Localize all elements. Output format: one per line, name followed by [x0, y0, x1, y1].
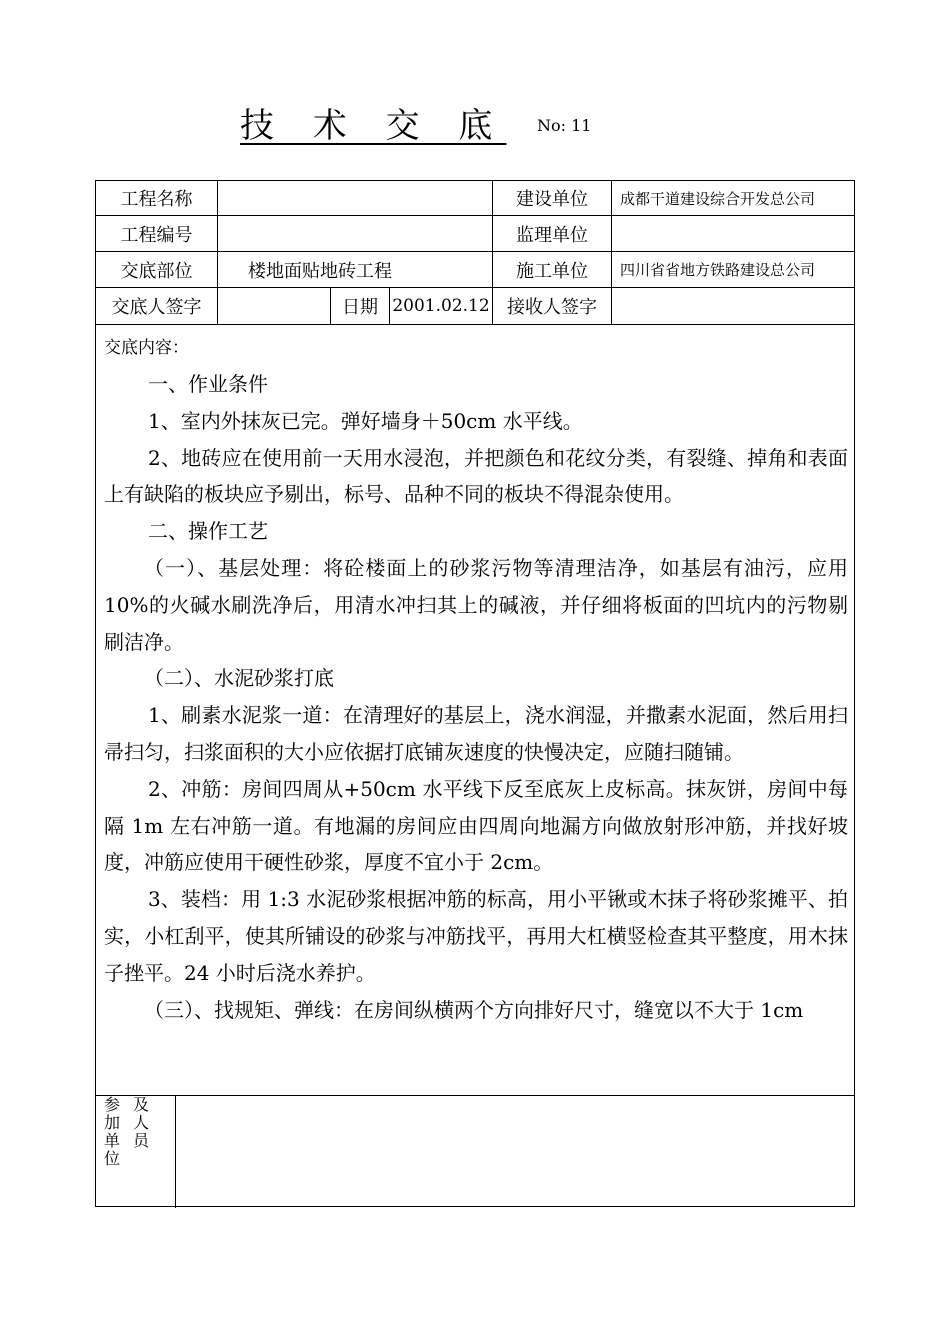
- content-paragraph: 一、作业条件: [148, 372, 268, 396]
- project-number-value[interactable]: [218, 216, 492, 251]
- content-paragraph: 3、装档：用 1:3 水泥砂浆根据冲筋的标高，用小平锹或木抹子将砂浆摊平、拍实，小杠刮平，使其所铺设的砂浆与冲筋找平，再用大杠横竖检查其平整度，用木抹子挫平。24 小时后浇水养护。: [104, 887, 848, 985]
- content-paragraph: 2、地砖应在使用前一天用水浸泡，并把颜色和花纹分类，有裂缝、掉角和表面上有缺陷的板块应予剔出，标号、品种不同的板块不得混杂使用。: [104, 445, 848, 507]
- builder-unit-label: 施工单位: [516, 260, 588, 282]
- project-number-label: 工程编号: [120, 224, 193, 246]
- receiver-signer-value[interactable]: [612, 288, 856, 324]
- handover-signer-value[interactable]: [218, 288, 330, 324]
- document-title: 技 术 交 底: [240, 106, 507, 146]
- content-label: 交底内容：: [104, 338, 189, 358]
- content-paragraph: 1、刷素水泥浆一道：在清理好的基层上，浇水润湿，并撒素水泥面，然后用扫帚扫匀，扫浆面积的大小应依据打底铺灰速度的快慢决定，应随扫随铺。: [104, 703, 848, 764]
- content-paragraph: 1、室内外抹灰已完。弹好墙身＋50cm 水平线。: [148, 408, 583, 433]
- project-name-label: 工程名称: [120, 189, 193, 210]
- builder-unit-value: 四川省省地方铁路建设总公司: [620, 261, 816, 279]
- participants-label: 参及加人单员位: [104, 1095, 163, 1168]
- participants-value[interactable]: [176, 1096, 854, 1206]
- construction-unit-label: 建设单位: [516, 189, 588, 210]
- content-paragraph: （一）、基层处理：将砼楼面上的砂浆污物等清理洁净，如基层有油污，应用 10%的火碱水刷洗净后，用清水冲扫其上的碱液，并仔细将板面的凹坑内的污物剔刷洁净。: [104, 555, 848, 654]
- handover-part-value: 楼地面贴地砖工程: [248, 260, 392, 282]
- content-paragraph: （三）、找规矩、弹线：在房间纵横两个方向排好尺寸，缝宽以不大于 1cm: [144, 997, 804, 1022]
- supervision-unit-label: 监理单位: [516, 224, 588, 246]
- content-paragraph: 2、冲筋：房间四周从+50cm 水平线下反至底灰上皮标高。抹灰饼，房间中每隔 1m 左右冲筋一道。有地漏的房间应由四周向地漏方向做放射形冲筋，并找好坡度，冲筋应使用干硬性砂浆，厚度不宜小于 2cm。: [104, 776, 848, 875]
- handover-content: [104, 330, 848, 1092]
- construction-unit-value: 成都干道建设综合开发总公司: [620, 189, 816, 208]
- handover-part-label: 交底部位: [120, 260, 193, 282]
- document-number: No: 11: [537, 116, 592, 135]
- date-label: 日期: [342, 297, 378, 318]
- date-value: 2001.02.12: [392, 296, 490, 316]
- supervision-unit-value[interactable]: [620, 216, 856, 251]
- content-paragraph: （二）、水泥砂浆打底: [144, 666, 334, 691]
- project-name-value[interactable]: [218, 181, 502, 215]
- handover-signer-label: 交底人签字: [111, 297, 202, 318]
- content-paragraph: 二、操作工艺: [148, 519, 268, 544]
- receiver-signer-label: 接收人签字: [507, 297, 597, 318]
